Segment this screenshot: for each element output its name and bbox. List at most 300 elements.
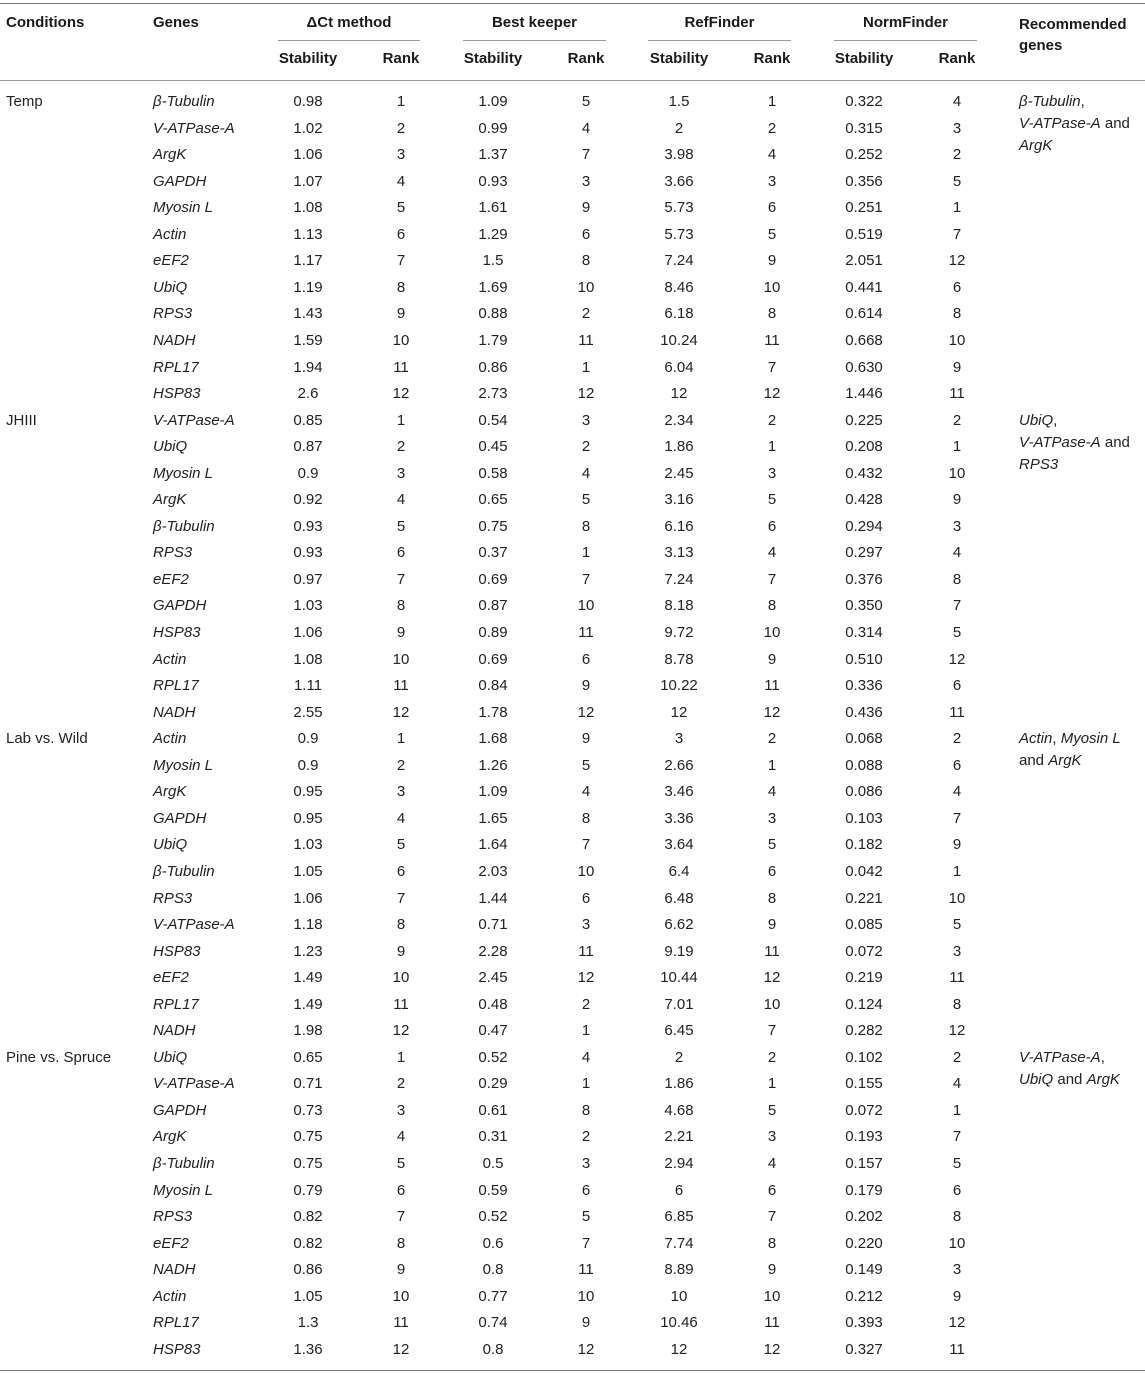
rank-value: 9 <box>396 1261 406 1279</box>
rank-value: 10 <box>577 862 595 880</box>
recommended-part: UbiQ <box>1019 1070 1054 1088</box>
stability-value: 0.614 <box>845 305 883 323</box>
stability-value: 6 <box>674 1181 684 1199</box>
condition-label: Temp <box>6 93 43 110</box>
stability-value: 0.52 <box>478 1048 508 1066</box>
stability-value: 0.45 <box>478 438 508 456</box>
rank-value: 5 <box>767 225 777 243</box>
gene-name: Actin <box>153 730 187 748</box>
rank-value: 1 <box>767 93 777 110</box>
rank-value: 1 <box>952 862 962 880</box>
stability-value: 9.19 <box>664 942 694 960</box>
rank-value: 3 <box>396 146 406 164</box>
stability-value: 0.98 <box>293 93 323 110</box>
stability-value: 0.068 <box>845 730 883 748</box>
rank-value: 12 <box>392 385 410 403</box>
gene-name: Myosin L <box>153 756 214 774</box>
rank-value: 5 <box>952 624 962 641</box>
rank-value: 10 <box>763 1287 781 1305</box>
header-rank: Rank <box>938 50 976 67</box>
recommended-part: ArgK <box>1019 137 1053 154</box>
rank-value: 1 <box>767 438 777 456</box>
stability-value: 1.06 <box>293 146 323 164</box>
rank-value: 3 <box>767 809 777 827</box>
rank-value: 9 <box>767 650 777 668</box>
stability-value: 0.97 <box>293 570 323 588</box>
stability-value: 0.179 <box>845 1181 883 1199</box>
gene-name: HSP83 <box>153 942 201 960</box>
stability-value: 1.86 <box>664 1075 694 1093</box>
rank-value: 8 <box>952 570 962 588</box>
stability-value: 0.282 <box>845 1022 883 1040</box>
rank-value: 5 <box>581 756 591 774</box>
stability-value: 0.29 <box>478 1075 508 1093</box>
stability-value: 0.88 <box>478 305 508 323</box>
stability-value: 12 <box>670 385 688 403</box>
stability-value: 2.45 <box>478 969 508 987</box>
gene-name: β-Tubulin <box>153 93 215 110</box>
rank-value: 5 <box>581 93 591 110</box>
stability-value: 2.66 <box>664 756 694 774</box>
stability-value: 0.428 <box>845 491 883 509</box>
stability-value: 3.98 <box>664 146 694 164</box>
rank-value: 6 <box>767 1181 777 1199</box>
recommended-part: , <box>1080 93 1085 110</box>
group-rule-reffinder <box>648 40 791 41</box>
rank-value: 1 <box>396 730 406 748</box>
rank-value: 11 <box>949 385 965 403</box>
rank-value: 4 <box>581 464 591 482</box>
stability-value: 1.68 <box>478 730 508 748</box>
rank-value: 4 <box>767 1155 777 1172</box>
stability-value: 0.71 <box>293 1075 323 1093</box>
gene-name: HSP83 <box>153 1340 201 1358</box>
stability-value: 2.051 <box>845 252 883 270</box>
stability-value: 0.65 <box>293 1048 323 1066</box>
stability-value: 10.44 <box>660 969 698 987</box>
rank-value: 11 <box>764 331 780 349</box>
stability-value: 1.26 <box>478 756 508 774</box>
gene-name: UbiQ <box>153 1048 188 1066</box>
stability-value: 5.73 <box>664 225 694 243</box>
stability-value: 0.58 <box>478 464 508 482</box>
rank-value: 9 <box>581 677 591 695</box>
rank-value: 12 <box>763 1340 781 1358</box>
rank-value: 5 <box>396 836 406 854</box>
gene-name: eEF2 <box>153 1234 189 1252</box>
stability-value: 1.13 <box>293 225 323 243</box>
stability-value: 1.5 <box>482 252 504 270</box>
stability-value: 0.9 <box>297 756 319 774</box>
stability-value: 0.102 <box>845 1048 883 1066</box>
gene-name: GAPDH <box>153 809 207 827</box>
rank-value: 9 <box>581 730 591 748</box>
header-rank: Rank <box>753 50 791 67</box>
stability-value: 1.18 <box>293 916 323 934</box>
stability-value: 2.34 <box>664 411 694 429</box>
rank-value: 12 <box>577 1340 595 1358</box>
stability-value: 2.21 <box>664 1128 694 1146</box>
stability-value: 1.08 <box>293 650 323 668</box>
header-recommended: Recommended genes <box>1019 16 1127 54</box>
header-group-bestkeeper: Best keeper <box>491 14 578 31</box>
rank-value: 10 <box>948 1234 966 1252</box>
rank-value: 10 <box>948 331 966 349</box>
stability-value: 3.66 <box>664 172 694 190</box>
rank-value: 7 <box>952 597 962 615</box>
rank-value: 8 <box>767 889 777 907</box>
gene-name: ArgK <box>153 783 187 801</box>
stability-value: 0.8 <box>482 1340 504 1358</box>
rank-value: 12 <box>577 969 595 987</box>
rank-value: 2 <box>581 305 591 323</box>
recommended-part: UbiQ <box>1019 411 1054 429</box>
stability-value: 0.202 <box>845 1208 883 1226</box>
rank-value: 9 <box>952 1287 962 1305</box>
stability-value: 7.74 <box>664 1234 694 1252</box>
stability-value: 0.87 <box>293 438 323 456</box>
stability-value: 0.157 <box>845 1155 883 1172</box>
stability-value: 1.03 <box>293 836 323 854</box>
rank-value: 9 <box>396 305 406 323</box>
rank-value: 9 <box>952 836 962 854</box>
rank-value: 12 <box>392 1022 410 1040</box>
stability-value: 8.46 <box>664 278 694 296</box>
rank-value: 5 <box>581 491 591 509</box>
rank-value: 2 <box>767 730 777 748</box>
rank-value: 12 <box>392 703 410 721</box>
rank-value: 7 <box>396 1208 406 1226</box>
rank-value: 10 <box>392 1287 410 1305</box>
rank-value: 4 <box>581 1048 591 1066</box>
recommended-part: and <box>1100 433 1130 451</box>
gene-name: Myosin L <box>153 1181 214 1199</box>
gene-name: GAPDH <box>153 1101 207 1119</box>
rank-value: 6 <box>952 278 962 296</box>
rank-value: 9 <box>396 624 406 641</box>
stability-value: 0.59 <box>478 1181 508 1199</box>
rank-value: 3 <box>952 119 962 137</box>
stability-value: 2.94 <box>664 1155 694 1172</box>
rank-value: 4 <box>767 544 777 562</box>
stability-value: 2.55 <box>293 703 323 721</box>
gene-name: NADH <box>153 703 196 721</box>
rank-value: 6 <box>581 889 591 907</box>
rank-value: 11 <box>393 677 409 695</box>
stability-value: 2.28 <box>478 942 508 960</box>
rank-value: 8 <box>767 597 777 615</box>
stability-value: 0.252 <box>845 146 883 164</box>
stability-value: 1.43 <box>293 305 323 323</box>
stability-value: 0.085 <box>845 916 883 934</box>
rank-value: 6 <box>396 862 406 880</box>
rank-value: 12 <box>763 385 781 403</box>
rank-value: 8 <box>396 597 406 615</box>
stability-value: 1.98 <box>293 1022 323 1040</box>
rank-value: 7 <box>767 1208 777 1226</box>
stability-value: 0.393 <box>845 1314 883 1332</box>
group-rule-normfinder <box>834 40 977 41</box>
rank-value: 1 <box>581 1022 591 1040</box>
rank-value: 10 <box>763 278 781 296</box>
stability-value: 6.48 <box>664 889 694 907</box>
stability-value: 0.072 <box>845 1101 883 1119</box>
recommended-part: β-Tubulin <box>1019 93 1081 110</box>
rank-value: 3 <box>396 783 406 801</box>
rank-value: 2 <box>952 1048 962 1066</box>
header-stability: Stability <box>649 50 709 67</box>
stability-value: 2.73 <box>478 385 508 403</box>
stability-value: 0.65 <box>478 491 508 509</box>
stability-value: 1.06 <box>293 624 323 641</box>
rank-value: 6 <box>767 517 777 535</box>
rank-value: 7 <box>396 570 406 588</box>
recommended-genes <box>1019 728 1145 772</box>
rank-value: 1 <box>581 358 591 376</box>
stability-value: 6.4 <box>668 862 690 880</box>
rank-value: 6 <box>581 1181 591 1199</box>
stability-value: 0.47 <box>478 1022 508 1040</box>
stability-value: 0.350 <box>845 597 883 615</box>
rank-value: 10 <box>392 331 410 349</box>
gene-name: RPL17 <box>153 995 199 1013</box>
stability-value: 2.03 <box>478 862 508 880</box>
rank-value: 12 <box>763 969 781 987</box>
recommended-part: ArgK <box>1048 752 1082 770</box>
header-group-delta-ct: ΔCt method <box>306 14 392 31</box>
rank-value: 10 <box>763 995 781 1013</box>
rank-value: 2 <box>767 119 777 137</box>
stability-value: 0.82 <box>293 1208 323 1226</box>
condition-label: JHIII <box>6 411 37 429</box>
stability-value: 0.82 <box>293 1234 323 1252</box>
stability-value: 1.49 <box>293 995 323 1013</box>
gene-name: RPL17 <box>153 358 199 376</box>
stability-value: 1.79 <box>478 331 508 349</box>
rank-value: 1 <box>767 1075 777 1093</box>
rank-value: 1 <box>952 1101 962 1119</box>
gene-name: GAPDH <box>153 172 207 190</box>
stability-value: 0.314 <box>845 624 883 641</box>
rank-value: 11 <box>949 1340 965 1358</box>
stability-value: 6.85 <box>664 1208 694 1226</box>
stability-value: 2 <box>674 119 684 137</box>
rank-value: 10 <box>577 278 595 296</box>
rank-value: 9 <box>952 491 962 509</box>
stability-value: 3.46 <box>664 783 694 801</box>
rank-value: 10 <box>392 969 410 987</box>
rank-value: 6 <box>952 756 962 774</box>
gene-name: eEF2 <box>153 969 189 987</box>
rank-value: 1 <box>396 411 406 429</box>
stability-value: 6.16 <box>664 517 694 535</box>
stability-value: 0.54 <box>478 411 508 429</box>
rank-value: 6 <box>767 862 777 880</box>
rank-value: 10 <box>392 650 410 668</box>
stability-value: 2.6 <box>297 385 319 403</box>
rank-value: 8 <box>396 278 406 296</box>
stability-value: 1.446 <box>845 385 883 403</box>
stability-value: 0.84 <box>478 677 508 695</box>
rank-value: 8 <box>581 809 591 827</box>
stability-value: 3.64 <box>664 836 694 854</box>
rank-value: 10 <box>577 597 595 615</box>
rank-value: 2 <box>396 438 406 456</box>
header-conditions: Conditions <box>6 14 85 31</box>
stability-value: 0.99 <box>478 119 508 137</box>
rank-value: 1 <box>952 438 962 456</box>
gene-name: ArgK <box>153 491 187 509</box>
stability-value: 1.17 <box>293 252 323 270</box>
stability-value: 0.510 <box>845 650 883 668</box>
stability-value: 0.436 <box>845 703 883 721</box>
stability-value: 6.18 <box>664 305 694 323</box>
rank-value: 3 <box>767 172 777 190</box>
stability-value: 1.19 <box>293 278 323 296</box>
stability-value: 0.042 <box>845 862 883 880</box>
stability-value: 0.441 <box>845 278 883 296</box>
rank-value: 1 <box>396 1048 406 1066</box>
header-genes: Genes <box>153 14 199 31</box>
stability-value: 0.630 <box>845 358 883 376</box>
rank-value: 12 <box>948 650 966 668</box>
rank-value: 6 <box>767 199 777 217</box>
rank-value: 3 <box>581 411 591 429</box>
gene-name: RPS3 <box>153 1208 193 1226</box>
rank-value: 5 <box>952 1155 962 1172</box>
rank-value: 8 <box>952 995 962 1013</box>
stability-value: 0.225 <box>845 411 883 429</box>
group-rule-bestkeeper <box>463 40 606 41</box>
stability-value: 1.36 <box>293 1340 323 1358</box>
rank-value: 6 <box>952 1181 962 1199</box>
rank-value: 8 <box>767 305 777 323</box>
rank-value: 8 <box>396 916 406 934</box>
rank-value: 5 <box>767 836 777 854</box>
stability-value: 8.78 <box>664 650 694 668</box>
rank-value: 12 <box>577 703 595 721</box>
stability-value: 0.182 <box>845 836 883 854</box>
stability-value: 0.6 <box>482 1234 504 1252</box>
stability-value: 0.75 <box>293 1128 323 1146</box>
rank-value: 9 <box>952 358 962 376</box>
stability-value: 1.37 <box>478 146 508 164</box>
stability-value: 0.93 <box>293 544 323 562</box>
header-stability: Stability <box>463 50 523 67</box>
rank-value: 12 <box>577 385 595 403</box>
rank-value: 7 <box>581 1234 591 1252</box>
gene-name: eEF2 <box>153 570 189 588</box>
rank-value: 11 <box>949 969 965 987</box>
stability-value: 0.61 <box>478 1101 508 1119</box>
rank-value: 3 <box>952 942 962 960</box>
stability-value: 12 <box>670 1340 688 1358</box>
rank-value: 11 <box>764 1314 780 1332</box>
recommended-part: and <box>1019 752 1049 770</box>
recommended-part: and <box>1100 115 1130 132</box>
gene-name: NADH <box>153 1261 196 1279</box>
rank-value: 4 <box>581 783 591 801</box>
stability-value: 3.16 <box>664 491 694 509</box>
rank-value: 3 <box>581 1155 591 1172</box>
recommended-genes <box>1019 91 1145 157</box>
stability-value: 12 <box>670 703 688 721</box>
stability-value: 0.79 <box>293 1181 323 1199</box>
stability-value: 0.322 <box>845 93 883 110</box>
rank-value: 2 <box>396 756 406 774</box>
rank-value: 1 <box>581 544 591 562</box>
header-group-reffinder: RefFinder <box>684 14 755 31</box>
rank-value: 6 <box>581 225 591 243</box>
stability-value: 0.71 <box>478 916 508 934</box>
stability-value: 3.36 <box>664 809 694 827</box>
rank-value: 1 <box>952 199 962 217</box>
rank-value: 4 <box>952 1075 962 1093</box>
stability-value: 8.89 <box>664 1261 694 1279</box>
stability-value: 1.94 <box>293 358 323 376</box>
gene-name: UbiQ <box>153 438 188 456</box>
stability-value: 1.49 <box>293 969 323 987</box>
stability-value: 8.18 <box>664 597 694 615</box>
gene-name: Myosin L <box>153 464 214 482</box>
gene-name: RPS3 <box>153 544 193 562</box>
rank-value: 11 <box>949 703 965 721</box>
rank-value: 11 <box>764 942 780 960</box>
gene-name: UbiQ <box>153 836 188 854</box>
stability-value: 0.356 <box>845 172 883 190</box>
recommended-genes <box>1019 1047 1145 1091</box>
stability-value: 3 <box>674 730 684 748</box>
rank-value: 7 <box>952 1128 962 1146</box>
stability-value: 1.06 <box>293 889 323 907</box>
gene-name: RPS3 <box>153 305 193 323</box>
stability-value: 0.92 <box>293 491 323 509</box>
stability-value: 0.5 <box>482 1155 504 1172</box>
rank-value: 2 <box>396 1075 406 1093</box>
rank-value: 11 <box>578 331 594 349</box>
stability-value: 0.336 <box>845 677 883 695</box>
rank-value: 8 <box>396 1234 406 1252</box>
rank-value: 4 <box>767 146 777 164</box>
rank-value: 2 <box>952 146 962 164</box>
recommended-part: V-ATPase-A <box>1019 1048 1101 1066</box>
rank-value: 3 <box>396 1101 406 1119</box>
header-stability: Stability <box>834 50 894 67</box>
gene-name: NADH <box>153 331 196 349</box>
recommended-part: ArgK <box>1086 1070 1120 1088</box>
stability-value: 10.24 <box>660 331 698 349</box>
gene-name: GAPDH <box>153 597 207 615</box>
stability-value: 1.65 <box>478 809 508 827</box>
stability-value: 0.52 <box>478 1208 508 1226</box>
recommended-part: , <box>1052 730 1061 748</box>
stability-value: 10.22 <box>660 677 698 695</box>
rank-value: 5 <box>396 199 406 217</box>
rank-value: 12 <box>948 252 966 270</box>
stability-value: 0.95 <box>293 783 323 801</box>
gene-name: RPS3 <box>153 889 193 907</box>
recommended-part: RPS3 <box>1019 455 1059 473</box>
stability-value: 1.09 <box>478 783 508 801</box>
rank-value: 4 <box>581 119 591 137</box>
rank-value: 7 <box>581 146 591 164</box>
rank-value: 1 <box>581 1075 591 1093</box>
rank-value: 7 <box>581 570 591 588</box>
rank-value: 7 <box>952 809 962 827</box>
stability-value: 1.23 <box>293 942 323 960</box>
rank-value: 8 <box>952 1208 962 1226</box>
stability-value: 1.44 <box>478 889 508 907</box>
